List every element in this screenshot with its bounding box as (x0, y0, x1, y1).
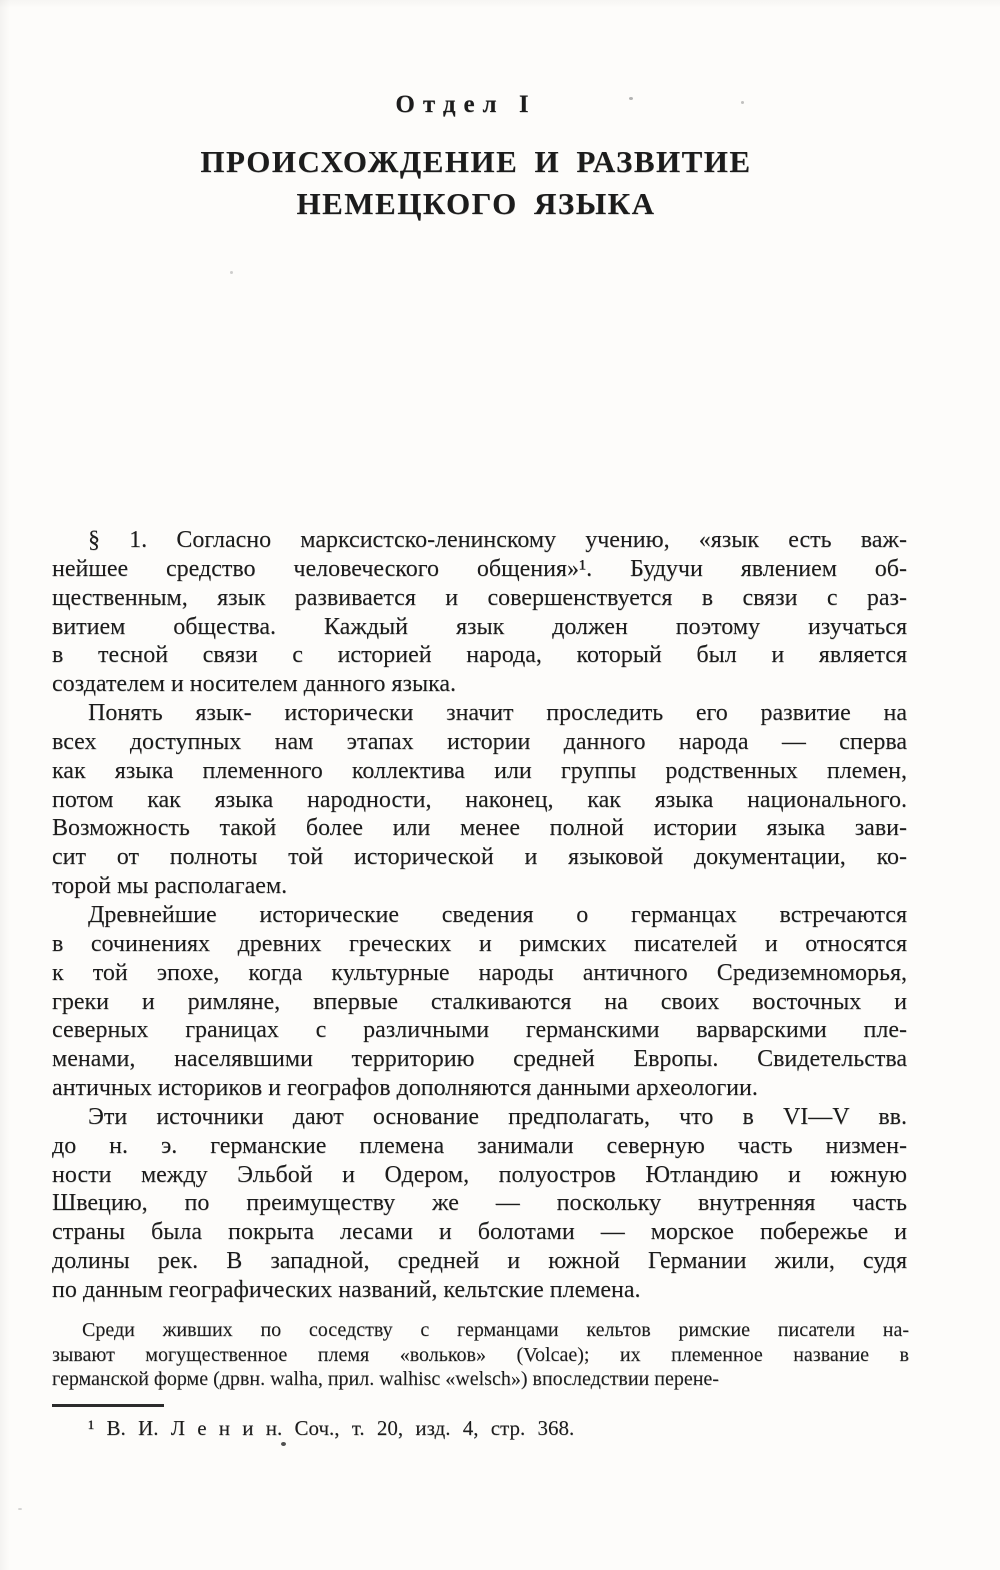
text-line: германской форме (дрвн. walha, прил. walhisc «welsch») впоследствии перене- (52, 1368, 719, 1391)
footnote-divider (52, 1404, 164, 1407)
scan-speck (230, 271, 233, 274)
petit-paragraph (52, 1318, 909, 1392)
text-line: по данным географических названий, кельтские племена. (52, 1276, 641, 1303)
chapter-title-line1: ПРОИСХОЖДЕНИЕ И РАЗВИТИЕ (200, 144, 752, 179)
scan-speck (741, 101, 744, 104)
scan-speck (629, 97, 633, 100)
text-line: зывают могущественное племя «вольков» (Volcae); их племенное название в (52, 1343, 909, 1366)
text-line: как языка племенного коллектива или группы родственных племен, (52, 757, 907, 784)
text-line: нейшее средство человеческого общения»¹. Будучи явлением об- (52, 555, 907, 582)
text-line: витием общества. Каждый язык должен поэтому изучаться (52, 613, 907, 640)
section-heading: Отдел I (395, 91, 537, 118)
chapter-title (0, 141, 952, 224)
text-line: античных историков и географов дополняются данными археологии. (52, 1075, 758, 1102)
text-line: менами, населявшими территорию средней Европы. Свидетельства (52, 1046, 907, 1073)
text-line: северных границах с различными германскими варварскими пле- (52, 1017, 907, 1044)
text-line: в тесной связи с историей народа, который был и является (52, 642, 907, 669)
text-line: долины рек. В западной, средней и южной Германии жили, судя (52, 1248, 907, 1275)
text-line: Эти источники дают основание предполагать, что в VI—V вв. (88, 1103, 907, 1130)
text-line: § 1. Согласно марксистско-ленинскому учению, «язык есть важ- (88, 527, 907, 553)
text-line: щественным, язык развивается и совершенствуется в связи с раз- (52, 584, 907, 611)
text-line: Среди живших по соседству с германцами кельтов римские писатели на- (82, 1319, 909, 1341)
text-line: Швецию, по преимуществу же — поскольку внутренняя часть (52, 1190, 907, 1217)
text-line: ности между Эльбой и Одером, полуостров Ютландию и южную (52, 1161, 907, 1188)
text-line: в сочинениях древних греческих и римских писателей и относятся (52, 930, 907, 957)
chapter-title-line2: НЕМЕЦКОГО ЯЗЫКА (296, 185, 656, 221)
text-line: сит от полноты той исторической и языковой документации, ко- (52, 844, 907, 871)
footnote: ¹ В. И. Л е н и н. Соч., т. 20, изд. 4, стр. 368. (88, 1416, 575, 1440)
scan-speck (18, 1508, 22, 1510)
text-line: Возможность такой более или менее полной истории языка зави- (52, 815, 907, 842)
text-line: потом как языка народности, наконец, как языка национального. (52, 786, 907, 813)
text-line: к той эпохе, когда культурные народы античного Средиземноморья, (52, 959, 907, 986)
text-line: всех доступных нам этапах истории данного народа — сперва (52, 728, 907, 755)
text-line: торой мы располагаем. (52, 873, 288, 900)
body-text (52, 526, 907, 1305)
text-line: Понять язык- исторически значит проследить его развитие на (88, 700, 907, 727)
text-line: Древнейшие исторические сведения о германцах встречаются (88, 901, 907, 928)
text-line: греки и римляне, впервые сталкиваются на своих восточных и (52, 988, 907, 1015)
text-line: страны была покрыта лесами и болотами — морское побережье и (52, 1219, 907, 1246)
text-line: создателем и носителем данного языка. (52, 671, 457, 698)
text-line: до н. э. германские племена занимали северную часть низмен- (52, 1132, 907, 1159)
scan-speck (281, 1442, 286, 1446)
